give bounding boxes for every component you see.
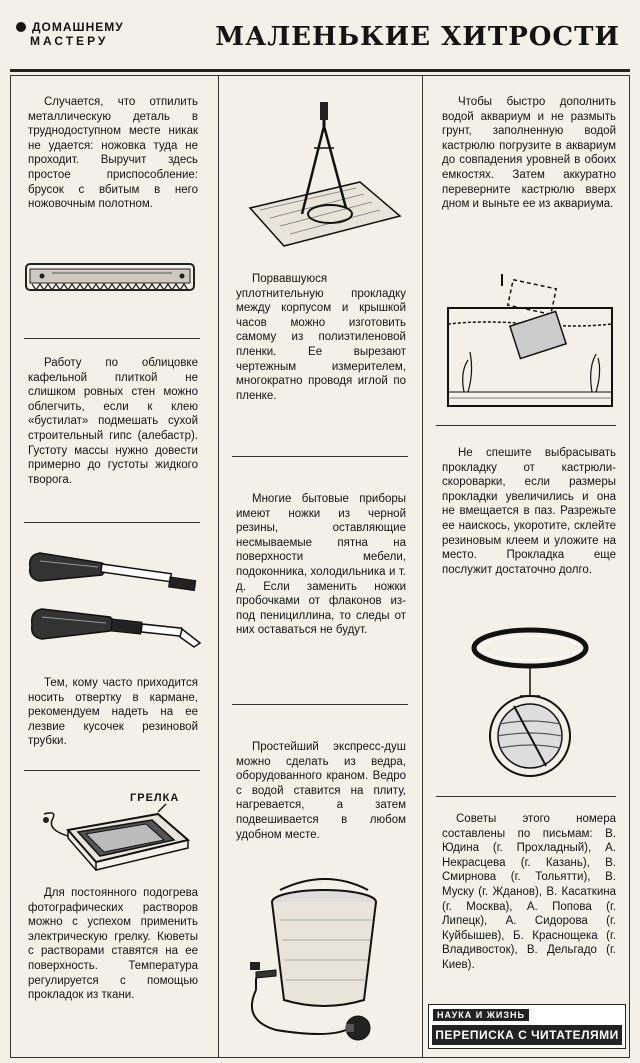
aquarium-illustration — [444, 272, 616, 412]
tip-furniture-legs: Многие бытовые приборы имеют ножки из черной резины, оставляющие несмываемые пятна на поверхности мебели, подоконника, холодильника и т. д. Если заменить ножки пробочками от флаконов из-под пенициллина, то следы от них оставаться не будут. — [236, 493, 406, 637]
rubric-masthead — [428, 1004, 626, 1049]
section-label-line2: МАСТЕРУ — [30, 34, 109, 48]
heater-label: ГРЕЛКА — [130, 792, 180, 804]
column-rule-right — [422, 75, 423, 1058]
tip-pan-gasket: Не спешите выбрасывать прокладку от кастрюли-скороварки, если размеры прокладки увеличились и она не вмещается в паз. Разрежьте ее наискось, укоротите, склейте резиновым клеем и уложите на место. Прокладка еще послужит достаточно долго. — [442, 447, 616, 576]
divider — [232, 704, 408, 705]
tip-watch-gasket: Порвавшуюся уплотнительную прокладку между корпусом и крышкой часов можно изготовить самому из полиэтиленовой пленки. Ее вырезают чертежным измерителем, многократно проводя иглой по пленке. — [236, 273, 406, 402]
tip-photo-tray: Для постоянного подогрева фотографических растворов можно с успехом применить электрическую грелку. Кюветы с растворами ставятся на ее поверхность. Температура регулируется с помощью прокладок из ткани. — [28, 887, 198, 1002]
gasket-cutting-illustration — [240, 98, 406, 258]
pan-gasket-illustration — [470, 626, 590, 786]
section-label-line1: ДОМАШНЕМУ — [32, 20, 124, 34]
column-rule-left — [218, 75, 219, 1058]
page-title: МАЛЕНЬКИЕ ХИТРОСТИ — [215, 22, 620, 52]
tip-shower: Простейший экспресс-душ можно сделать из ведра, оборудованного краном. Ведро с водой ставится на плиту, нагревается, а затем подвешивается в любом удобном месте. — [236, 741, 406, 841]
credits: Советы этого номера составлены по письмам: В. Юдина (г. Прохладный), А. Некрасцева (г. Казань), В. Смирнова (г. Тольятти), В. Муску (г. Жданов), В. Касаткина (г. Москва), А. Попова (г. Липецк), А. Сидорова (г. Куйбышев), Б. Краснощека (г. Владивосток), В. Дельгадо (г. Киев). — [442, 813, 616, 971]
photo-heater-illustration — [38, 800, 198, 878]
divider — [436, 796, 616, 797]
tip-aquarium: Чтобы быстро дополнить водой аквариум и не размыть грунт, заполненную водой кастрюлю погрузите в аквариум до совпадения уровней в обоих емкостях. Затем аккуратно переверните кастрюлю вверх дном и выньте ее из аквариума. — [442, 96, 616, 211]
divider — [24, 522, 200, 523]
header-rule — [10, 69, 630, 72]
tip-tile-glue: Работу по облицовке кафельной плиткой не слишком ровных стен можно облегчить, если к клею «бустилат» подмешать сухой строительный гипс (алебастр). Густоту массы нужно довести примерно до густоты жидкого творога. — [28, 357, 198, 486]
rubric-name: ПЕРЕПИСКА С ЧИТАТЕЛЯМИ — [432, 1025, 622, 1045]
divider — [436, 425, 616, 426]
divider — [24, 770, 200, 771]
section-label — [16, 20, 124, 48]
divider — [232, 456, 408, 457]
tip-screwdriver: Тем, кому часто приходится носить отвертку в кармане, рекомендуем надеть на ее лезвие кусочек резиновой трубки. — [28, 677, 198, 748]
saw-block-illustration — [22, 258, 202, 306]
divider — [24, 338, 200, 339]
magazine-name: НАУКА И ЖИЗНЬ — [433, 1009, 529, 1021]
screwdriver-illustration — [24, 545, 204, 663]
bucket-shower-illustration — [236, 880, 416, 1050]
tip-saw-blade: Случается, что отпилить металлическую деталь в труднодоступном месте никак не удается: ножовка туда не проходит. Выручит здесь простое приспособление: брусок с вбитым в него ножовочным полотном. — [28, 96, 198, 211]
bullet-icon — [16, 22, 26, 32]
